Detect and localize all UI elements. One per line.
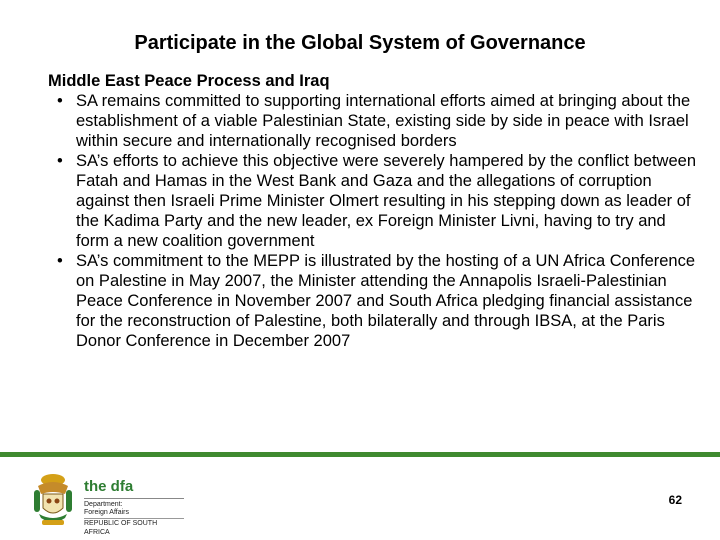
bullet-item — [48, 91, 696, 151]
bullet-text: SA’s commitment to the MEPP is illustrated by the hosting of a UN Africa Conference on Palestine in May 2007, the Minister attending the Annapolis Israeli-Palestinian Peace Conference in November 2007 and South Africa pledging financial assistance for the reconstruction of Palestine, both bilaterally and through IBSA, at the Paris Donor Conference in December 2007 — [76, 252, 696, 350]
bullet-dot: • — [57, 152, 63, 170]
page-number: 62 — [668, 493, 682, 507]
footer-divider — [0, 452, 720, 457]
logo-department: Department: — [84, 501, 123, 508]
bullet-item — [48, 151, 696, 251]
dfa-logo — [84, 478, 194, 537]
bullet-dot: • — [57, 252, 63, 270]
bullet-text: SA remains committed to supporting international efforts aimed at bringing about the establishment of a viable Palestinian State, existing side by side in peace with Israel within secure and internationally recognised borders — [76, 92, 691, 150]
logo-country: REPUBLIC OF SOUTH AFRICA — [84, 518, 184, 537]
slide-title: Participate in the Global System of Governance — [134, 32, 586, 54]
logo-wordmark: the dfa — [84, 478, 134, 495]
logo-rule — [84, 498, 184, 499]
section-subheading: Middle East Peace Process and Iraq — [48, 72, 330, 90]
bullet-text: SA’s efforts to achieve this objective were severely hampered by the conflict between Fatah and Hamas in the West Bank and Gaza and the allegations of corruption against then Israeli Prime Minister Olmert resulting in his stepping down as leader of the Kadima Party and the new leader, ex Foreign Minister Livni, having to try and form a new coalition government — [76, 152, 696, 250]
logo-ministry: Foreign Affairs — [84, 509, 130, 516]
bullet-dot: • — [57, 92, 63, 110]
slide-content — [48, 71, 696, 351]
coat-of-arms-icon — [30, 470, 76, 528]
bullet-list — [48, 91, 696, 351]
bullet-item — [48, 251, 696, 351]
